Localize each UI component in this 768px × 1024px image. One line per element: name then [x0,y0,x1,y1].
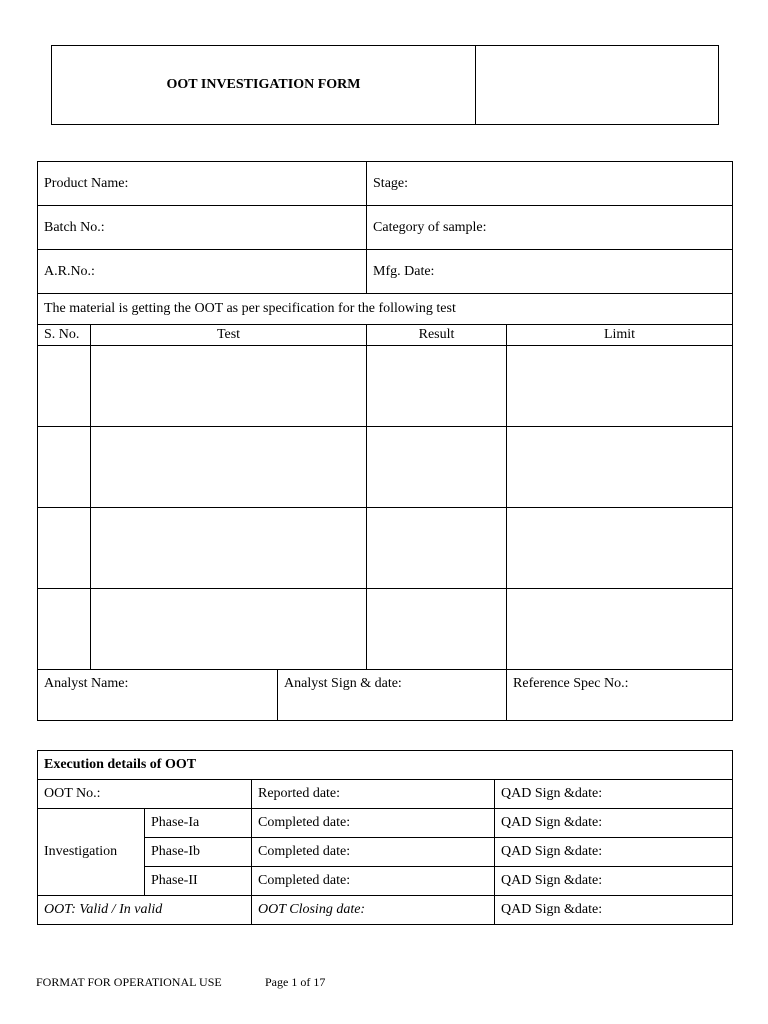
oot-no-field[interactable]: OOT No.: [38,780,252,809]
test-row [38,427,733,508]
qad-sign-field[interactable]: QAD Sign &date: [495,867,733,896]
header-blank-cell [476,46,719,125]
reported-date-field[interactable]: Reported date: [252,780,495,809]
cell-limit[interactable] [507,427,733,508]
phase-label: Phase-Ib [145,838,252,867]
cell-test[interactable] [91,508,367,589]
oot-closing-date-field[interactable]: OOT Closing date: [252,896,495,925]
cell-limit[interactable] [507,346,733,427]
completed-date-field[interactable]: Completed date: [252,838,495,867]
cell-result[interactable] [367,589,507,670]
test-row [38,346,733,427]
cell-sno[interactable] [38,589,91,670]
product-form-table [37,161,733,721]
ar-no-field[interactable]: A.R.No.: [38,250,367,294]
investigation-label: Investigation [38,809,145,896]
col-limit: Limit [507,325,733,346]
execution-details-table [37,750,733,925]
header-box [51,45,719,125]
col-result: Result [367,325,507,346]
phase-label: Phase-II [145,867,252,896]
test-row [38,589,733,670]
cell-sno[interactable] [38,427,91,508]
cell-test[interactable] [91,346,367,427]
category-field[interactable]: Category of sample: [367,206,733,250]
analyst-name-field[interactable]: Analyst Name: [38,670,278,721]
qad-sign-field[interactable]: QAD Sign &date: [495,780,733,809]
analyst-sign-field[interactable]: Analyst Sign & date: [278,670,507,721]
cell-limit[interactable] [507,589,733,670]
cell-result[interactable] [367,346,507,427]
batch-no-field[interactable]: Batch No.: [38,206,367,250]
footer-page-number: Page 1 of 17 [265,975,326,989]
col-test: Test [91,325,367,346]
oot-validity-field[interactable]: OOT: Valid / In valid [38,896,252,925]
form-title: OOT INVESTIGATION FORM [52,46,476,125]
cell-sno[interactable] [38,508,91,589]
product-name-field[interactable]: Product Name: [38,162,367,206]
completed-date-field[interactable]: Completed date: [252,867,495,896]
mfg-date-field[interactable]: Mfg. Date: [367,250,733,294]
oot-note: The material is getting the OOT as per specification for the following test [38,294,733,325]
cell-test[interactable] [91,589,367,670]
cell-test[interactable] [91,427,367,508]
stage-field[interactable]: Stage: [367,162,733,206]
closing-qad-sign-field[interactable]: QAD Sign &date: [495,896,733,925]
reference-spec-field[interactable]: Reference Spec No.: [507,670,733,721]
cell-sno[interactable] [38,346,91,427]
cell-result[interactable] [367,427,507,508]
col-sno: S. No. [38,325,91,346]
qad-sign-field[interactable]: QAD Sign &date: [495,838,733,867]
test-table-header [38,325,733,346]
phase-label: Phase-Ia [145,809,252,838]
test-row [38,508,733,589]
completed-date-field[interactable]: Completed date: [252,809,495,838]
cell-result[interactable] [367,508,507,589]
cell-limit[interactable] [507,508,733,589]
qad-sign-field[interactable]: QAD Sign &date: [495,809,733,838]
footer-format-label: FORMAT FOR OPERATIONAL USE [36,975,222,989]
execution-title: Execution details of OOT [38,751,733,780]
